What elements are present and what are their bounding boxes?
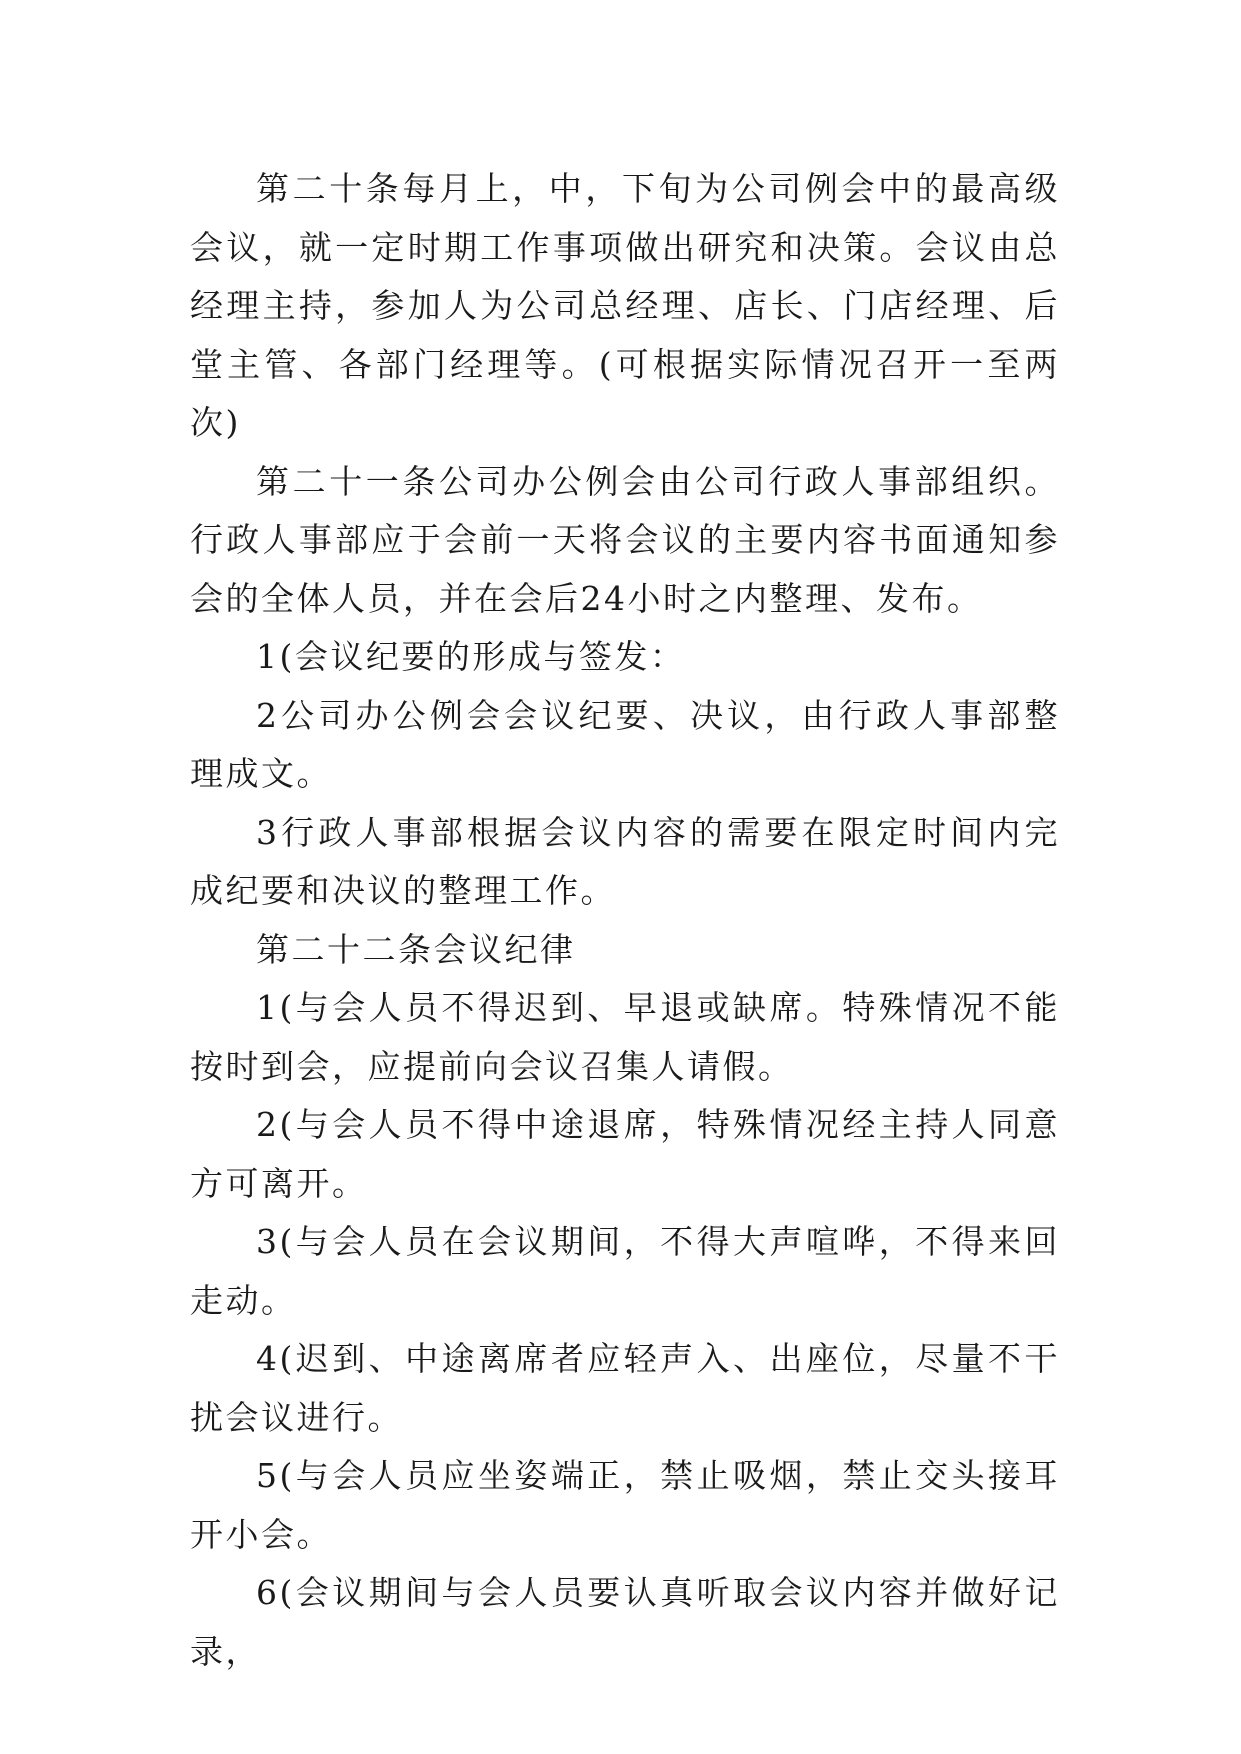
paragraph-minutes-3: 3行政人事部根据会议内容的需要在限定时间内完成纪要和决议的整理工作。 [190, 812, 1060, 910]
paragraph-discipline-2: 2(与会人员不得中途退席，特殊情况经主持人同意方可离开。 [190, 1105, 1060, 1203]
paragraph-minutes-2: 2公司办公例会会议纪要、决议，由行政人事部整理成文。 [190, 695, 1060, 793]
paragraph-article-20: 第二十条每月上，中，下旬为公司例会中的最高级会议，就一定时期工作事项做出研究和决策。会议由总经理主持，参加人为公司总经理、店长、门店经理、后堂主管、各部门经理等。(可根据实际情况召开一至两次) [190, 169, 1060, 442]
paragraph-discipline-3: 3(与会人员在会议期间，不得大声喧哗，不得来回走动。 [190, 1222, 1060, 1320]
paragraph-discipline-5: 5(与会人员应坐姿端正，禁止吸烟，禁止交头接耳开小会。 [190, 1456, 1060, 1554]
paragraph-minutes-1: 1(会议纪要的形成与签发： [256, 637, 686, 676]
paragraph-discipline-6: 6(会议期间与会人员要认真听取会议内容并做好记录， [190, 1573, 1060, 1671]
paragraph-discipline-4: 4(迟到、中途离席者应轻声入、出座位，尽量不干扰会议进行。 [190, 1339, 1060, 1437]
paragraph-article-22: 第二十二条会议纪律 [256, 929, 576, 969]
paragraph-article-21: 第二十一条公司办公例会由公司行政人事部组织。行政人事部应于会前一天将会议的主要内容书面通知参会的全体人员，并在会后24小时之内整理、发布。 [190, 461, 1060, 618]
paragraph-discipline-1: 1(与会人员不得迟到、早退或缺席。特殊情况不能按时到会，应提前向会议召集人请假。 [190, 988, 1060, 1086]
document-body [190, 160, 1060, 1681]
